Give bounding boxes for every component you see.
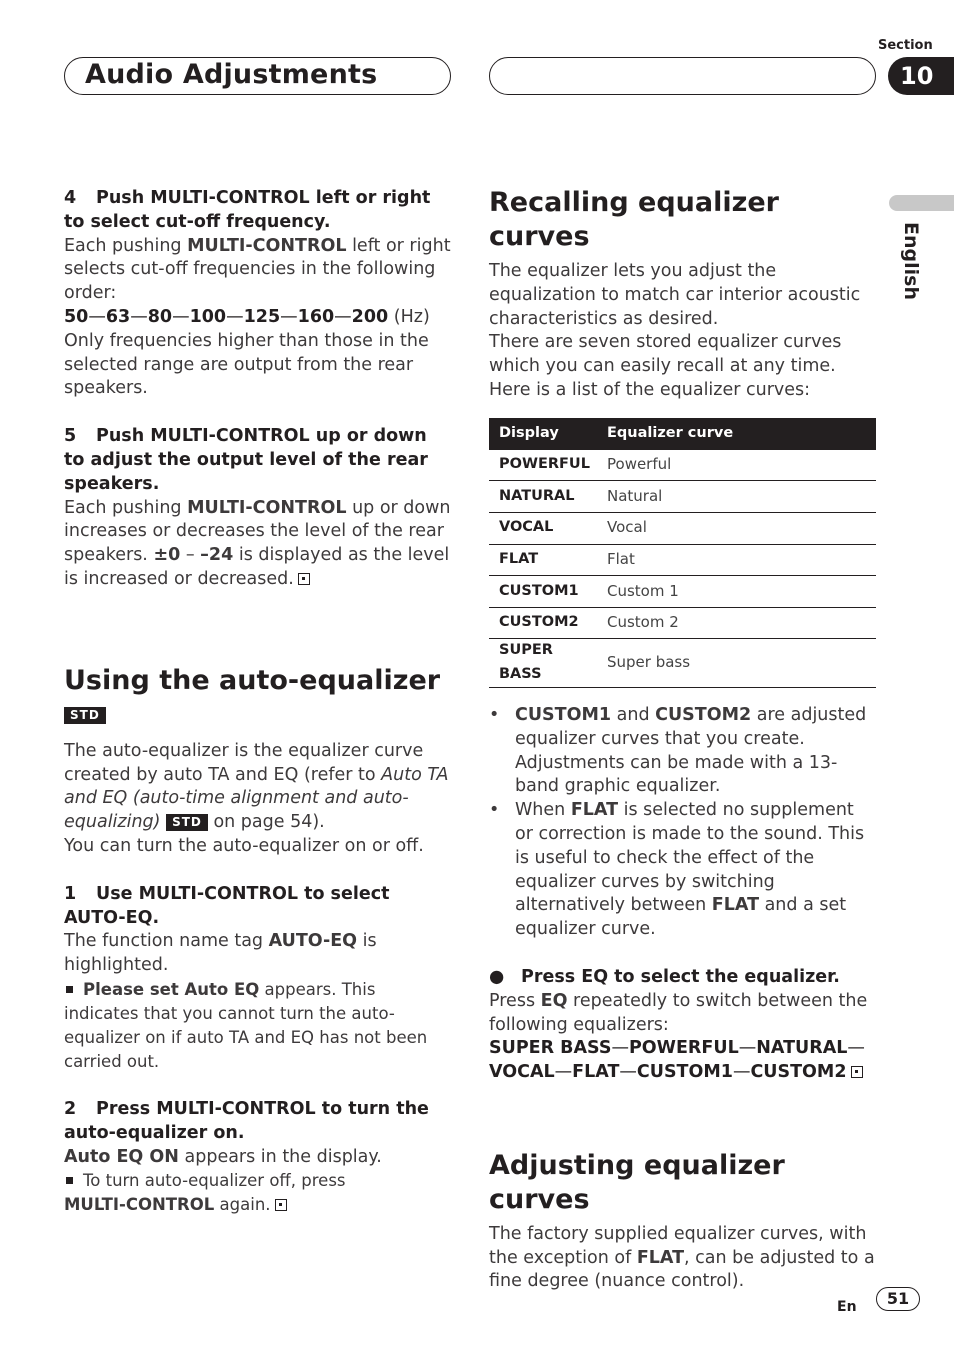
step-4-body: Each pushing MULTI-CONTROL left or right selects cut-off frequencies in the following order: xyxy=(64,235,451,304)
auto-eq-section-title: Using the auto-equalizer STD xyxy=(64,664,441,722)
table-cell-curve: Custom 2 xyxy=(597,607,876,639)
step-4-note: Only frequencies higher than those in the selected range are output from the rear speakers. xyxy=(64,330,429,399)
table-row xyxy=(489,481,876,513)
left-column xyxy=(64,187,451,1217)
end-mark-icon xyxy=(851,1066,863,1078)
section-label: Section xyxy=(878,38,933,53)
table-row xyxy=(489,639,876,688)
table-cell-display: CUSTOM1 xyxy=(489,576,597,608)
auto-eq-step-2-body: Auto EQ ON appears in the display. xyxy=(64,1146,382,1167)
right-column xyxy=(489,186,876,1294)
step-5-heading-text: Push MULTI-CONTROL up or down to adjust the output level of the rear speakers. xyxy=(64,426,428,494)
table-header-row xyxy=(489,418,876,450)
end-mark-icon xyxy=(298,573,310,585)
table-cell-display: POWERFUL xyxy=(489,450,597,481)
auto-eq-step-2-heading: 2 Press MULTI-CONTROL to turn the auto-equalizer on. xyxy=(64,1098,429,1143)
table-cell-display: FLAT xyxy=(489,544,597,576)
auto-eq-step-2-note: To turn auto-equalizer off, press MULTI-CONTROL again. xyxy=(64,1171,346,1215)
table-row xyxy=(489,512,876,544)
note-square-icon xyxy=(66,1177,73,1184)
table-cell-curve: Vocal xyxy=(597,512,876,544)
std-badge-icon: STD xyxy=(64,707,106,724)
table-cell-curve: Natural xyxy=(597,481,876,513)
table-row xyxy=(489,544,876,576)
table-cell-curve: Powerful xyxy=(597,450,876,481)
auto-eq-step-1-note: Please set Auto EQ appears. This indicates that you cannot turn the auto-equalizer on if auto TA and EQ has not been carried out. xyxy=(64,979,428,1071)
step-4-heading-text: Push MULTI-CONTROL left or right to select cut-off frequency. xyxy=(64,188,431,232)
bullet-custom-curves: • CUSTOM1 and CUSTOM2 are adjusted equalizer curves that you create. Adjustments can be made with a 13-band graphic equalizer. xyxy=(489,704,867,797)
step-4-heading xyxy=(64,187,451,235)
table-cell-display: SUPER BASS xyxy=(489,639,597,688)
table-cell-curve: Flat xyxy=(597,544,876,576)
auto-eq-intro-2: You can turn the auto-equalizer on or off. xyxy=(64,835,424,856)
step-number: 4 xyxy=(64,188,77,208)
table-cell-display: NATURAL xyxy=(489,481,597,513)
std-badge-icon: STD xyxy=(166,814,208,831)
auto-eq-intro: The auto-equalizer is the equalizer curve created by auto TA and EQ (refer to Auto TA and EQ (auto-time alignment and auto-equalizing) STD on page 54). xyxy=(64,740,449,833)
adjust-section-title: Adjusting equalizer curves xyxy=(489,1149,785,1215)
table-row xyxy=(489,607,876,639)
table-cell-display: VOCAL xyxy=(489,512,597,544)
press-eq-heading: ● Press EQ to select the equalizer. xyxy=(489,966,876,990)
table-cell-curve: Super bass xyxy=(597,639,876,688)
adjust-body: The factory supplied equalizer curves, with the exception of FLAT, can be adjusted to a fine degree (nuance control). xyxy=(489,1223,875,1292)
language-tab-label: English xyxy=(900,222,922,300)
end-mark-icon xyxy=(275,1199,287,1211)
page-number: 51 xyxy=(876,1287,920,1311)
language-tab-marker xyxy=(889,195,954,211)
recall-paragraph-1: The equalizer lets you adjust the equalization to match car interior acoustic characteristics as desired. xyxy=(489,261,861,329)
page-title: Audio Adjustments xyxy=(85,59,378,90)
recall-paragraph-2: There are seven stored equalizer curves which you can easily recall at any time. Here is a list of the equalizer curves: xyxy=(489,332,842,400)
footer-language: En xyxy=(837,1299,857,1315)
auto-eq-step-1-body: The function name tag AUTO-EQ is highlighted. xyxy=(64,931,377,976)
press-eq-body: Press EQ repeatedly to switch between the following equalizers: xyxy=(489,990,868,1035)
bullet-icon: • xyxy=(489,704,500,725)
table-row xyxy=(489,576,876,608)
table-row xyxy=(489,450,876,481)
table-cell-curve: Custom 1 xyxy=(597,576,876,608)
section-number-badge: 10 xyxy=(888,57,954,95)
frequency-sequence: 50—63—80—100—125—160—200 (Hz) xyxy=(64,306,430,327)
equalizer-sequence: SUPER BASS—POWERFUL—NATURAL— VOCAL—FLAT—CUSTOM1—CUSTOM2 xyxy=(489,1038,865,1083)
note-square-icon xyxy=(66,986,73,993)
header-blank-pill xyxy=(489,57,876,95)
auto-eq-step-1-heading: 1 Use MULTI-CONTROL to select AUTO-EQ. xyxy=(64,883,390,928)
step-5-heading xyxy=(64,425,451,496)
table-header-display: Display xyxy=(489,418,597,450)
bullet-flat: • When FLAT is selected no supplement or correction is made to the sound. This is useful to check the effect of the equalizer curves by switching alternatively between FLAT and a set equalizer curve. xyxy=(489,800,865,940)
table-header-curve: Equalizer curve xyxy=(597,418,876,450)
recall-section-title: Recalling equalizer curves xyxy=(489,187,779,252)
equalizer-curve-table xyxy=(489,418,876,688)
filled-circle-icon: ● xyxy=(489,966,505,987)
bullet-icon: • xyxy=(489,800,500,821)
step-5-body: Each pushing MULTI-CONTROL up or down increases or decreases the level of the rear speakers. ±0 – –24 is displayed as the level is increased or decreased. xyxy=(64,497,451,589)
table-cell-display: CUSTOM2 xyxy=(489,607,597,639)
step-number: 5 xyxy=(64,426,77,447)
